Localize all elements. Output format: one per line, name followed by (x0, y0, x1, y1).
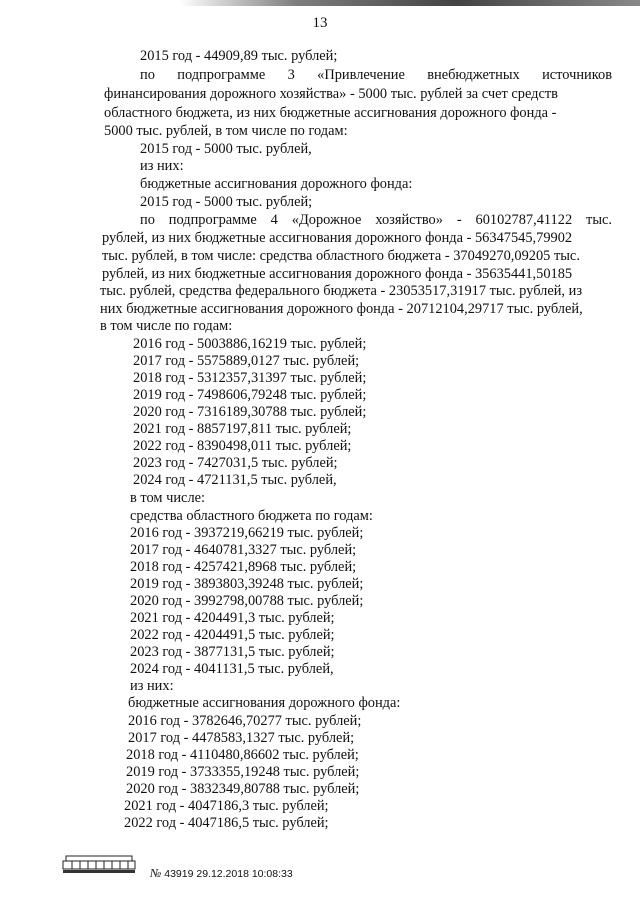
year-line: 2022 год - 4204491,5 тыс. рублей; (130, 627, 335, 643)
text-line: финансирования дорожного хозяйства» - 5000 тыс. рублей за счет средств (104, 86, 558, 102)
text-line: из них: (140, 158, 184, 174)
year-line: 2021 год - 8857197,811 тыс. рублей; (133, 421, 352, 437)
text-line: рублей, из них бюджетные ассигнования дорожного фонда - 35635441,50185 (102, 266, 573, 282)
year-line: 2020 год - 3992798,00788 тыс. рублей; (130, 593, 364, 609)
year-line: 2021 год - 4047186,3 тыс. рублей; (124, 798, 329, 814)
year-line: 2018 год - 4257421,8968 тыс. рублей; (130, 559, 357, 575)
year-line: 2022 год - 8390498,011 тыс. рублей; (133, 438, 352, 454)
year-line: 2017 год - 4478583,1327 тыс. рублей; (128, 730, 355, 746)
year-line: 2023 год - 3877131,5 тыс. рублей; (130, 644, 335, 660)
registry-stamp-logo (60, 852, 138, 874)
registry-info: 43919 29.12.2018 10:08:33 (164, 868, 293, 880)
year-line: 2024 год - 4041131,5 тыс. рублей, (130, 661, 334, 677)
text-line: в том числе: (130, 490, 206, 506)
text-line: по подпрограмме 4 «Дорожное хозяйство» - 60102787,41122 тыс. (140, 212, 612, 228)
year-line: 2021 год - 4204491,3 тыс. рублей; (130, 610, 335, 626)
year-line: 2019 год - 7498606,79248 тыс. рублей; (133, 387, 367, 403)
year-line: 2022 год - 4047186,5 тыс. рублей; (124, 815, 329, 831)
number-sign: № (150, 866, 162, 880)
text-line: бюджетные ассигнования дорожного фонда: (140, 176, 413, 192)
text-line: 2015 год - 44909,89 тыс. рублей; (140, 48, 338, 64)
text-line: них бюджетные ассигнования дорожного фонда - 20712104,29717 тыс. рублей, (100, 301, 583, 317)
year-line: 2018 год - 4110480,86602 тыс. рублей; (126, 747, 359, 763)
text-line: областного бюджета, из них бюджетные ассигнования дорожного фонда - (104, 105, 557, 121)
year-line: 2019 год - 3733355,19248 тыс. рублей; (126, 764, 360, 780)
year-line: 2023 год - 7427031,5 тыс. рублей; (133, 455, 338, 471)
text-line: 5000 тыс. рублей, в том числе по годам: (104, 123, 348, 139)
text-line: в том числе по годам: (100, 318, 233, 334)
text-line: средства областного бюджета по годам: (130, 508, 373, 524)
page-number: 13 (312, 15, 328, 31)
text-line: 2015 год - 5000 тыс. рублей; (140, 194, 313, 210)
text-line: по подпрограмме 3 «Привлечение внебюджетных источников (140, 67, 612, 83)
text-line: 2015 год - 5000 тыс. рублей, (140, 141, 312, 157)
year-line: 2017 год - 5575889,0127 тыс. рублей; (133, 353, 360, 369)
year-line: 2019 год - 3893803,39248 тыс. рублей; (130, 576, 364, 592)
year-line: 2020 год - 3832349,80788 тыс. рублей; (126, 781, 360, 797)
year-line: 2020 год - 7316189,30788 тыс. рублей; (133, 404, 367, 420)
document-registry-footer (150, 866, 293, 881)
year-line: 2017 год - 4640781,3327 тыс. рублей; (130, 542, 357, 558)
year-line: 2018 год - 5312357,31397 тыс. рублей; (133, 370, 367, 386)
year-line: 2016 год - 3782646,70277 тыс. рублей; (128, 713, 362, 729)
text-line: бюджетные ассигнования дорожного фонда: (128, 695, 401, 711)
year-line: 2016 год - 3937219,66219 тыс. рублей; (130, 525, 364, 541)
scan-edge-artifact (180, 0, 640, 6)
text-line: тыс. рублей, средства федерального бюджета - 23053517,31917 тыс. рублей, из (100, 283, 583, 299)
text-line: рублей, из них бюджетные ассигнования дорожного фонда - 56347545,79902 (102, 230, 573, 246)
text-line: из них: (130, 678, 174, 694)
text-line: тыс. рублей, в том числе: средства областного бюджета - 37049270,09205 тыс. (102, 248, 580, 264)
year-line: 2016 год - 5003886,16219 тыс. рублей; (133, 336, 367, 352)
year-line: 2024 год - 4721131,5 тыс. рублей, (133, 472, 337, 488)
